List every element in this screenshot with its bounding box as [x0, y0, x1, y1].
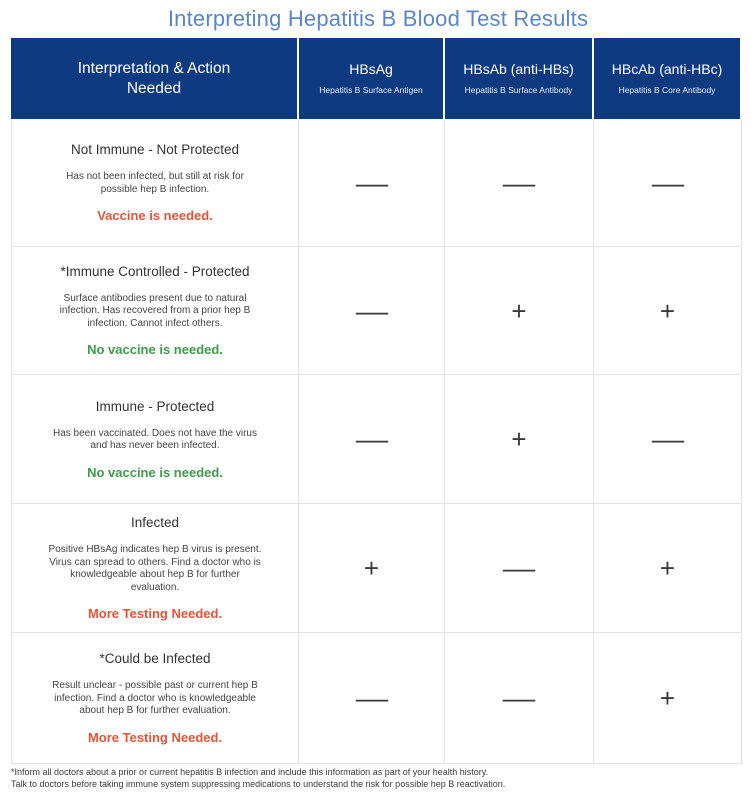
- action-needed: More Testing Needed.: [87, 729, 223, 745]
- positive-sign: +: [363, 553, 380, 583]
- interpretation-description: Result unclear - possible past or current hep B infection. Find a doctor who is knowledgeable about hep B for further evaluation.: [52, 680, 258, 717]
- column-header-hbsag: [299, 38, 445, 119]
- column-header-sublabel: Hepatitis B Surface Antigen: [319, 84, 423, 95]
- negative-sign: —: [355, 424, 388, 454]
- interpretation-description: Has not been infected, but still at risk for possible hep B infection.: [66, 171, 244, 195]
- interpretation-description: Positive HBsAg indicates hep B virus is present. Virus can spread to others. Find a doctor who is knowledgeable about hep B for further evaluation.: [48, 544, 262, 593]
- interpretation-title: Infected: [130, 515, 180, 530]
- column-header-label: HBsAg: [349, 60, 393, 77]
- results-table: [11, 38, 742, 764]
- positive-sign: +: [659, 553, 676, 583]
- result-cell-hbcab: [594, 375, 742, 504]
- column-header-label: HBcAb (anti-HBc): [611, 60, 723, 77]
- interpretation-title: *Immune Controlled - Protected: [60, 263, 250, 279]
- action-needed: Vaccine is needed.: [97, 208, 213, 223]
- interpretation-cell: [11, 247, 299, 375]
- result-cell-hbsab: [445, 633, 594, 764]
- negative-sign: —: [651, 424, 684, 454]
- action-needed: No vaccine is needed.: [87, 342, 223, 358]
- positive-sign: +: [511, 295, 527, 326]
- footnote-line: *Inform all doctors about a prior or current hepatitis B infection and include this information as part of your health history.: [11, 767, 489, 777]
- result-cell-hbsag: [299, 504, 445, 633]
- interpretation-cell: [11, 375, 299, 504]
- result-cell-hbsag: [299, 247, 445, 375]
- column-header-sublabel: Hepatitis B Surface Antibody: [464, 84, 573, 95]
- result-cell-hbsab: [445, 119, 594, 247]
- result-cell-hbcab: [594, 633, 742, 764]
- interpretation-cell: [11, 633, 299, 764]
- result-cell-hbcab: [594, 247, 742, 375]
- negative-sign: —: [502, 683, 536, 713]
- positive-sign: +: [511, 424, 527, 454]
- result-cell-hbsab: [445, 247, 594, 375]
- positive-sign: +: [659, 295, 676, 326]
- interpretation-cell: [11, 504, 299, 633]
- result-cell-hbsab: [445, 375, 594, 504]
- column-header-hbsab: [445, 38, 594, 119]
- negative-sign: —: [651, 167, 684, 198]
- interpretation-description: Has been vaccinated. Does not have the virus and has never been infected.: [52, 427, 257, 451]
- result-cell-hbsab: [445, 504, 594, 633]
- column-header-interpretation: [11, 38, 299, 119]
- column-header-label: HBsAb (anti-HBs): [463, 60, 574, 77]
- result-cell-hbcab: [594, 504, 742, 633]
- negative-sign: —: [355, 683, 388, 713]
- column-header-hbcab: [594, 38, 742, 119]
- interpretation-cell: [11, 119, 299, 247]
- column-header-label: Interpretation & Action Needed: [77, 59, 231, 97]
- interpretation-title: Immune - Protected: [95, 398, 215, 414]
- result-cell-hbcab: [594, 119, 742, 247]
- interpretation-title: Not Immune - Not Protected: [70, 142, 240, 157]
- footnote-line: Talk to doctors before taking immune system suppressing medications to understand the risk for possible hep B reactivation.: [11, 778, 506, 789]
- footnote: [11, 767, 746, 790]
- result-cell-hbsag: [299, 633, 445, 764]
- result-cell-hbsag: [299, 119, 445, 247]
- positive-sign: +: [659, 683, 676, 713]
- negative-sign: —: [502, 553, 536, 583]
- negative-sign: —: [355, 167, 388, 198]
- negative-sign: —: [355, 295, 388, 326]
- negative-sign: —: [502, 167, 536, 198]
- action-needed: No vaccine is needed.: [87, 464, 223, 480]
- column-header-sublabel: Hepatitis B Core Antibody: [618, 84, 716, 95]
- page-title: Interpreting Hepatitis B Blood Test Results: [167, 6, 589, 31]
- interpretation-title: *Could be Infected: [99, 651, 211, 667]
- action-needed: More Testing Needed.: [87, 606, 223, 621]
- result-cell-hbsag: [299, 375, 445, 504]
- interpretation-description: Surface antibodies present due to natural infection. Has recovered from a prior hep B infection. Cannot infect others.: [59, 292, 251, 329]
